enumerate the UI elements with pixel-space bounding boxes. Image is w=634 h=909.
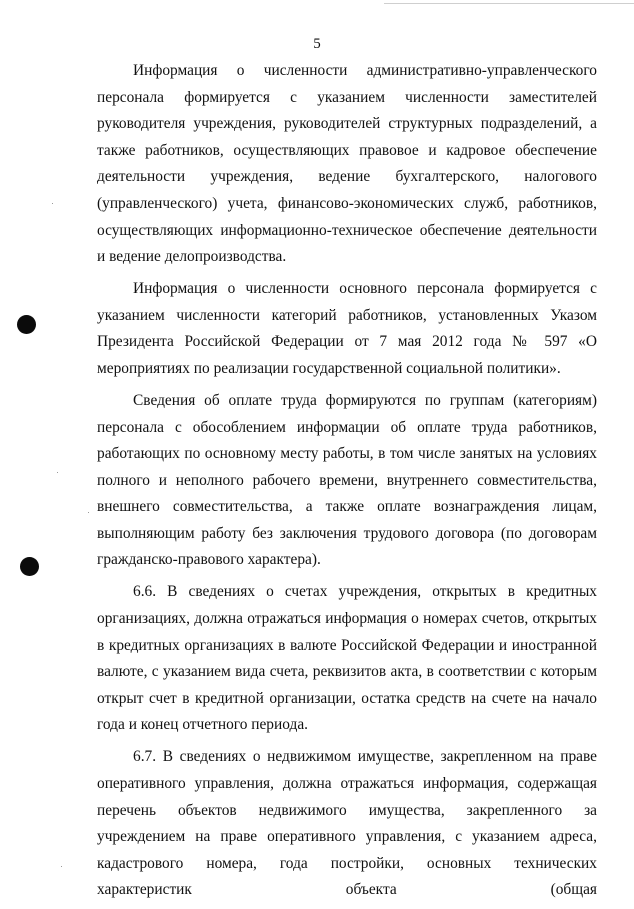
document-body (97, 58, 597, 909)
paragraph-6-7-real-estate: 6.7. В сведениях о недвижимом имуществе, закрепленном на праве оперативного управления, должна отражаться информация, содержащая перечень объектов недвижимого имущества, закрепленного за учреждением на праве оперативного управления, с указанием адреса, кадастрового номера, года постройки, основных технических характеристик объекта (общая (97, 748, 597, 899)
scan-speck (61, 866, 62, 867)
paragraph-6-6-accounts: 6.6. В сведениях о счетах учреждения, открытых в кредитных организациях, должна отражаться информация о номерах счетов, открытых в кредитных организациях в валюте Российской Федерации и иностранной валюте, с указанием вида счета, реквизитов акта, в соответствии с которым открыт счет в кредитной организации, остатка средств на счете на начало года и конец отчетного периода. (97, 583, 597, 734)
scan-edge-line (384, 3, 634, 4)
scan-speck (52, 203, 53, 204)
scan-speck (57, 472, 58, 473)
page-number: 5 (313, 36, 321, 52)
paragraph-main-staff: Информация о численности основного персонала формируется с указанием численности категорий работников, установленных Указом Президента Российской Федерации от 7 мая 2012 года № 597 «О мероприятиях по реализации государственной социальной политики». (97, 280, 597, 377)
punch-hole-top (17, 315, 36, 334)
paragraph-admin-staff: Информация о численности административно-управленческого персонала формируется с указанием численности заместителей руководителя учреждения, руководителей структурных подразделений, а также работников, осуществляющих правовое и кадровое обеспечение деятельности учреждения, ведение бухгалтерского, налогового (управленческого) учета, финансово-экономических служб, работников, осуществляющих информационно-техническое обеспечение деятельности и ведение делопроизводства. (97, 62, 597, 266)
paragraph-salary-info: Сведения об оплате труда формируются по группам (категориям) персонала с обособлением информации об оплате труда работников, работающих по основному месту работы, в том числе занятых на условиях полного и неполного рабочего времени, внутреннего совместительства, внешнего совместительства, а также оплате вознаграждения лицам, выполняющим работу без заключения трудового договора (по договорам гражданско-правового характера). (97, 391, 597, 569)
scan-speck (88, 512, 89, 513)
punch-hole-bottom (20, 557, 39, 576)
